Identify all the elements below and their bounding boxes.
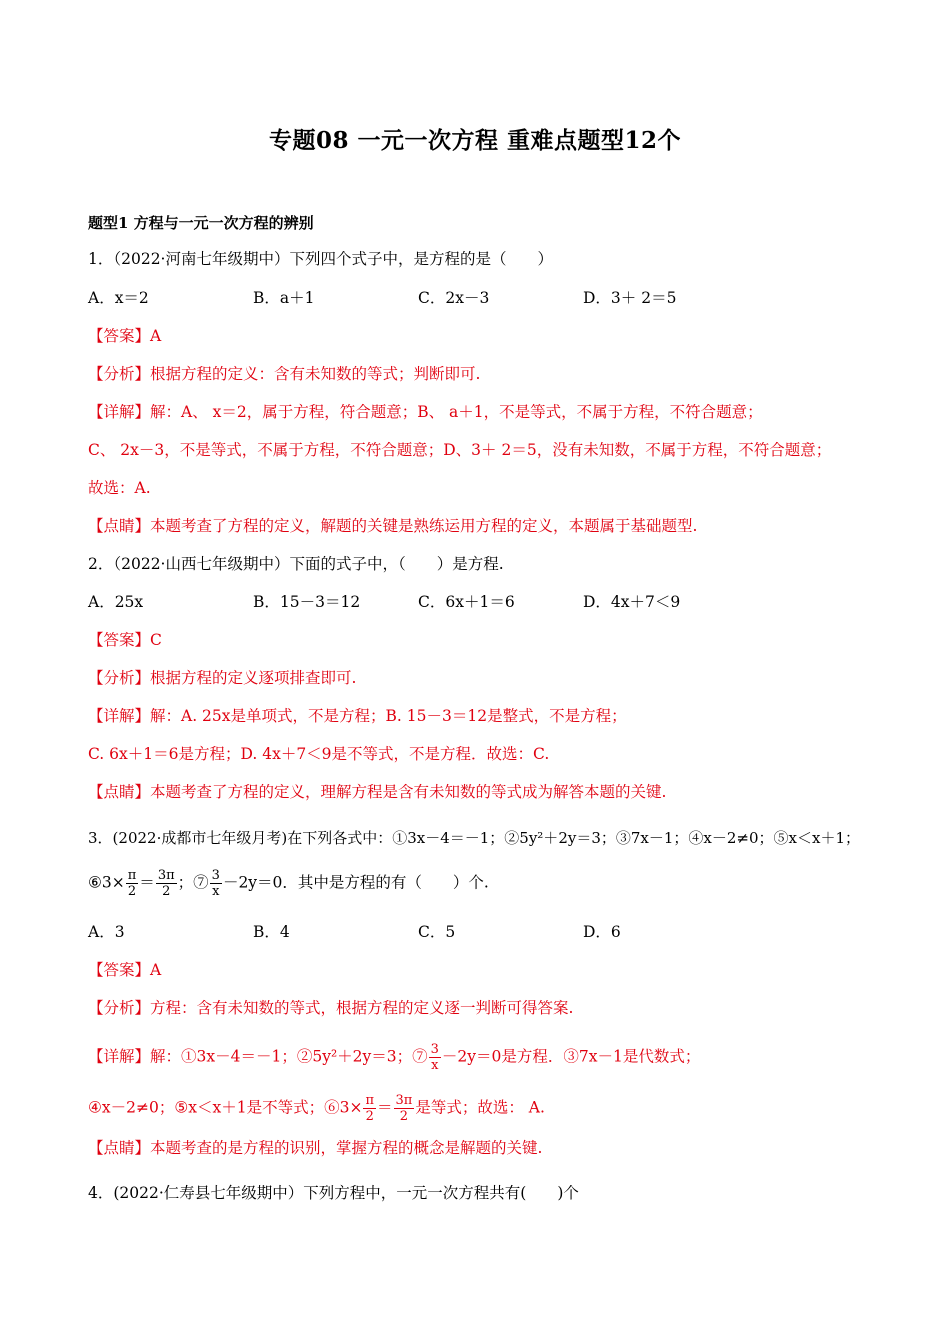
q3-detail-fraction-pi-over-2 [363,1093,376,1124]
q2-option-d: D．4x＋7＜9 [583,593,681,611]
q2-option-a: A．25x [88,593,144,611]
question-2-stem: 2．（2022·山西七年级期中）下面的式子中，（ ）是方程. [88,555,504,573]
q3-detail-fraction-3-over-x [429,1042,441,1073]
fraction-numerator: π [127,868,137,883]
question-4-stem: 4．(2022·仁寿县七年级期中）下列方程中，一元一次方程共有( )个 [88,1184,579,1202]
page-title: 专题08 一元一次方程 重难点题型12个 [268,127,682,154]
q3-option-d: D．6 [583,923,621,941]
q3-detail-1-suffix: －2y＝0是方程．③7x－1是代数式； [441,1047,701,1066]
fraction-numerator: 3 [211,868,220,883]
q1-option-c: C．2x－3 [418,289,490,307]
q3-option-a: A．3 [88,923,125,941]
q1-option-d: D．3＋ 2＝5 [583,289,677,307]
question-3-stem-line-1: 3．(2022·成都市七年级月考)在下列各式中：①3x－4＝－1；②5y²＋2y＝3；③7x－1；④x－2≠0；⑤x＜x＋1； [88,829,860,847]
fraction-numerator: 3π [157,868,175,883]
q3-answer: 【答案】A [88,961,162,979]
q1-comment: 【点睛】本题考查了方程的定义，解题的关键是熟练运用方程的定义，本题属于基础题型. [88,517,698,535]
question-3-stem-line-2 [88,868,489,899]
q2-detail-line-2: C. 6x＋1＝6是方程；D. 4x＋7＜9是不等式，不是方程．故选：C. [88,745,550,763]
q1-detail-line-3: 故选：A. [88,479,151,497]
q3-option-b: B．4 [253,923,290,941]
q3-option-c: C．5 [418,923,456,941]
q3-fraction-3pi-over-2 [156,868,177,899]
q1-detail-line-1: 【详解】解：A、 x＝2，属于方程，符合题意；B、 a＋1，不是等式，不属于方程，不符合题意； [88,403,763,421]
q3-detail-2-prefix: ④x－2≠0；⑤x＜x＋1是不等式；⑥3× [88,1098,363,1117]
q3-stem-tail: －2y＝0．其中是方程的有（ ）个. [222,873,489,892]
fraction-denominator: 2 [127,884,137,899]
fraction-numerator: π [365,1093,374,1108]
fraction-denominator: x [212,884,220,899]
q2-comment: 【点睛】本题考查了方程的定义，理解方程是含有未知数的等式成为解答本题的关键. [88,783,667,801]
fraction-denominator: 2 [399,1109,409,1124]
fraction-numerator: 3π [395,1093,413,1108]
q1-answer: 【答案】A [88,327,162,345]
q3-detail-line-2 [88,1093,545,1124]
q1-detail-line-2: C、 2x－3，不是等式，不属于方程，不符合题意；D、3＋ 2＝5，没有未知数，不属于方程，不符合题意； [88,441,832,459]
fraction-numerator: 3 [430,1042,439,1057]
q1-analysis: 【分析】根据方程的定义：含有未知数的等式；判断即可. [88,365,481,383]
q3-expr-7-prefix: ；⑦ [177,873,209,892]
q3-detail-1-prefix: 【详解】解：①3x－4＝－1；②5y²＋2y＝3；⑦ [88,1047,428,1066]
q3-fraction-3-over-x [210,868,222,899]
q2-detail-line-1: 【详解】解：A. 25x是单项式，不是方程；B. 15－3＝12是整式，不是方程； [88,707,627,725]
q2-answer: 【答案】C [88,631,162,649]
q3-detail-equals-sign: ＝ [376,1098,393,1117]
q3-comment: 【点睛】本题考查的是方程的识别，掌握方程的概念是解题的关键. [88,1139,543,1157]
question-1-stem: 1．（2022·河南七年级期中）下列四个式子中，是方程的是（ ） [88,250,553,268]
q3-analysis: 【分析】方程：含有未知数的等式，根据方程的定义逐一判断可得答案. [88,999,574,1017]
fraction-denominator: 2 [162,884,171,899]
q3-fraction-pi-over-2 [126,868,139,899]
q1-option-a: A．x＝2 [88,289,149,307]
section-heading: 题型1 方程与一元一次方程的辨别 [88,214,314,232]
q3-detail-line-1 [88,1042,700,1073]
q3-detail-fraction-3pi-over-2 [394,1093,415,1124]
fraction-denominator: 2 [365,1109,374,1124]
q2-option-c: C．6x＋1＝6 [418,593,515,611]
q2-option-b: B．15－3＝12 [253,593,361,611]
q2-analysis: 【分析】根据方程的定义逐项排查即可. [88,669,357,687]
q3-detail-2-suffix: 是等式；故选： A. [415,1098,545,1117]
fraction-denominator: x [431,1058,439,1073]
q3-equals-sign: ＝ [139,873,155,892]
q3-expr-6-prefix: ⑥3× [88,873,125,892]
q1-option-b: B．a＋1 [253,289,315,307]
